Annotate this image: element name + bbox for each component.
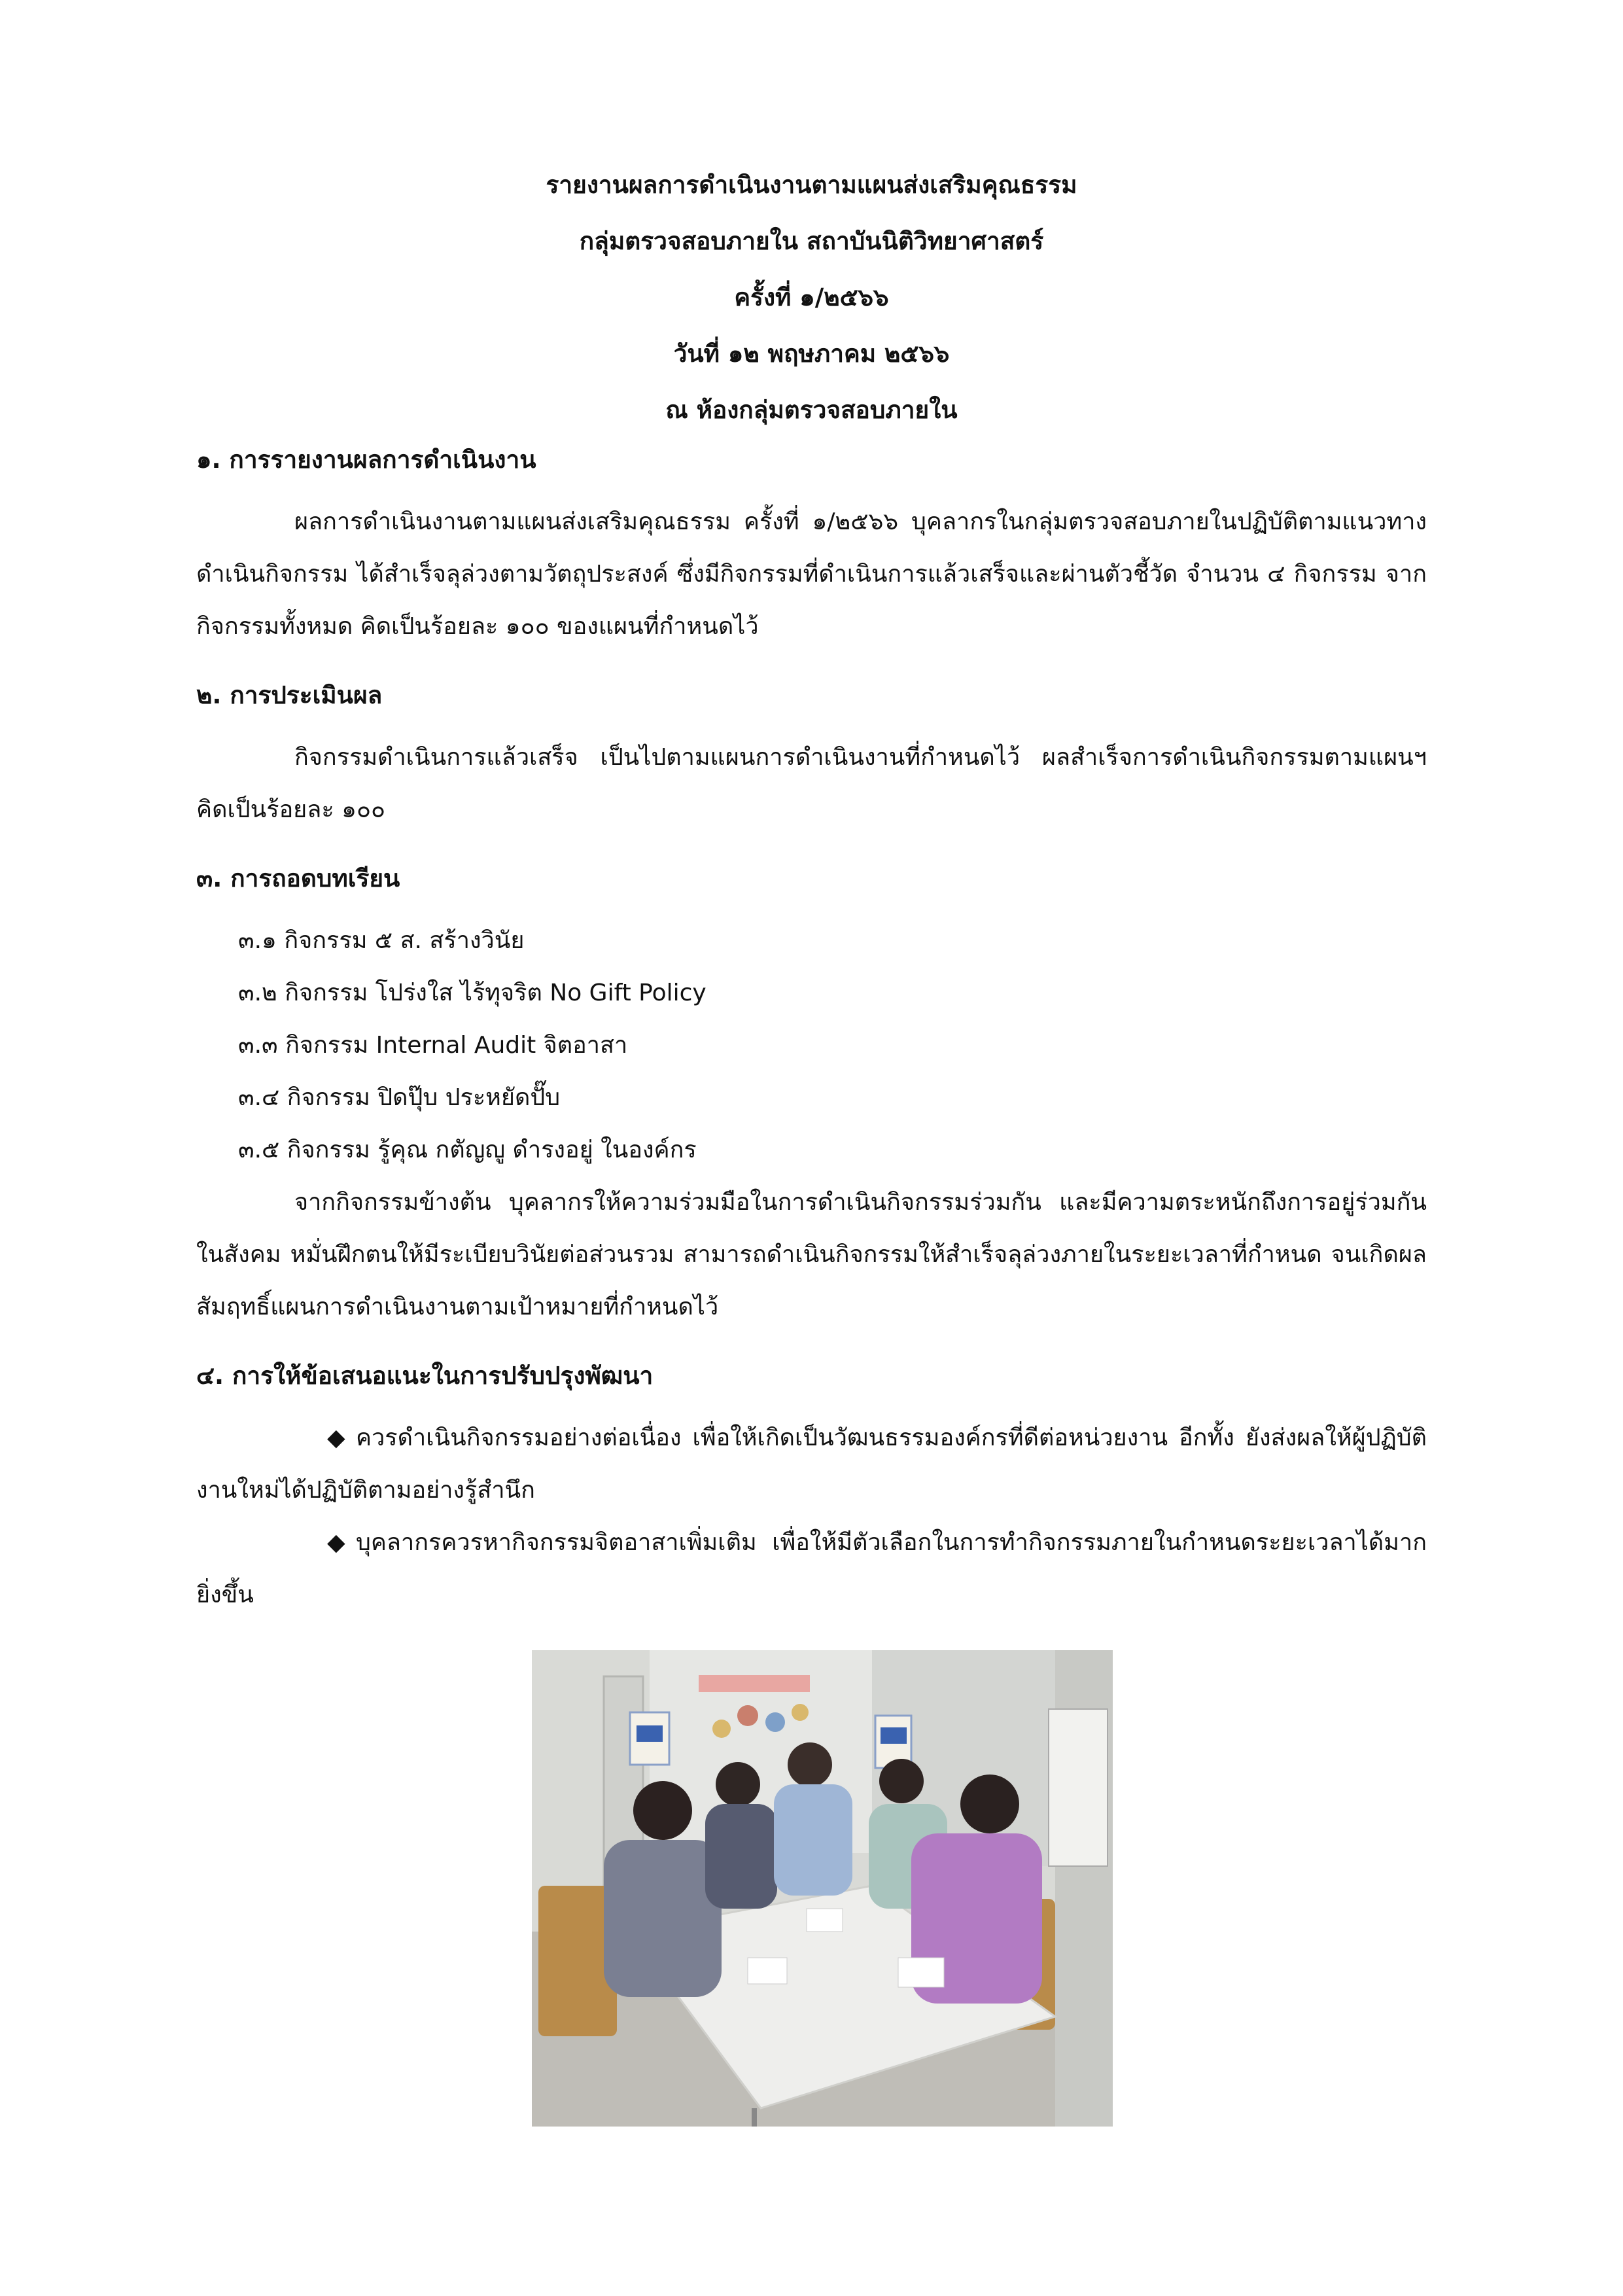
section-4 xyxy=(196,1353,1427,1621)
department-name: กลุ่มตรวจสอบภายใน สถาบันนิติวิทยาศาสตร์ xyxy=(579,227,1044,255)
section-paragraph: จากกิจกรรมข้างต้น บุคลากรให้ความร่วมมือในการดำเนินกิจกรรมร่วมกัน และมีความตระหนักถึงการอยู่ร่วมกันในสังคม หมั่นฝึกตนให้มีระเบียบวินัยต่อส่วนรวม สามารถดำเนินกิจกรรมให้สำเร็จลุล่วงภายในระยะเวลาที่กำหนด จนเกิดผลสัมฤทธิ์แผนการดำเนินงานตามเป้าหมายที่กำหนดไว้ xyxy=(196,1189,1427,1320)
list-item: ๓.๒ กิจกรรม โปร่งใส ไร้ทุจริต No Gift Policy xyxy=(238,980,707,1006)
meeting-photo-illustration xyxy=(532,1650,1113,2127)
diamond-bullet-icon: ◆ xyxy=(327,1424,345,1451)
section-heading: ๒. การประเมินผล xyxy=(196,681,383,709)
section-heading: ๓. การถอดบทเรียน xyxy=(196,864,400,892)
report-title: รายงานผลการดำเนินงานตามแผนส่งเสริมคุณธรรม xyxy=(546,171,1077,199)
section-heading: ๑. การรายงานผลการดำเนินงาน xyxy=(196,446,536,474)
document-body xyxy=(196,437,1427,1621)
report-number: ครั้งที่ ๑/๒๕๖๖ xyxy=(734,283,889,311)
report-date: วันที่ ๑๒ พฤษภาคม ๒๕๖๖ xyxy=(673,340,950,368)
document-header xyxy=(0,157,1623,438)
diamond-bullet-icon: ◆ xyxy=(327,1529,345,1556)
bullet-text: บุคลากรควรหากิจกรรมจิตอาสาเพิ่มเติม เพื่อให้มีตัวเลือกในการทำกิจกรรมภายในกำหนดระยะเวลาได้มากยิ่งขึ้น xyxy=(196,1529,1427,1608)
report-location: ณ ห้องกลุ่มตรวจสอบภายใน xyxy=(665,396,958,424)
bullet-paragraph xyxy=(196,1517,1427,1621)
list-item: ๓.๕ กิจกรรม รู้คุณ กตัญญู ดำรงอยู่ ในองค์กร xyxy=(238,1137,697,1163)
section-paragraph: กิจกรรมดำเนินการแล้วเสร็จ เป็นไปตามแผนการดำเนินงานที่กำหนดไว้ ผลสำเร็จการดำเนินกิจกรรมตามแผนฯ คิดเป็นร้อยละ ๑๐๐ xyxy=(196,744,1427,823)
section-paragraph: ผลการดำเนินงานตามแผนส่งเสริมคุณธรรม ครั้งที่ ๑/๒๕๖๖ บุคลากรในกลุ่มตรวจสอบภายในปฏิบัติตามแนวทางดำเนินกิจกรรม ได้สำเร็จลุล่วงตามวัตถุประสงค์ ซึ่งมีกิจกรรมที่ดำเนินการแล้วเสร็จและผ่านตัวชี้วัด จำนวน ๔ กิจกรรม จากกิจกรรมทั้งหมด คิดเป็นร้อยละ ๑๐๐ ของแผนที่กำหนดไว้ xyxy=(196,508,1427,640)
section-3 xyxy=(196,856,1427,1333)
bullet-paragraph xyxy=(196,1412,1427,1517)
meeting-photo xyxy=(532,1650,1113,2127)
section-heading: ๔. การให้ข้อเสนอแนะในการปรับปรุงพัฒนา xyxy=(196,1362,654,1390)
section-2 xyxy=(196,673,1427,836)
list-item: ๓.๔ กิจกรรม ปิดปุ๊บ ประหยัดปั๊บ xyxy=(238,1084,561,1111)
section-1 xyxy=(196,437,1427,653)
list-item: ๓.๑ กิจกรรม ๕ ส. สร้างวินัย xyxy=(238,927,525,954)
list-item: ๓.๓ กิจกรรม Internal Audit จิตอาสา xyxy=(238,1032,628,1059)
bullet-text: ควรดำเนินกิจกรรมอย่างต่อเนื่อง เพื่อให้เกิดเป็นวัฒนธรรมองค์กรที่ดีต่อหน่วยงาน อีกทั้ง ยังส่งผลให้ผู้ปฏิบัติงานใหม่ได้ปฏิบัติตามอย่างรู้สำนึก xyxy=(196,1424,1427,1504)
